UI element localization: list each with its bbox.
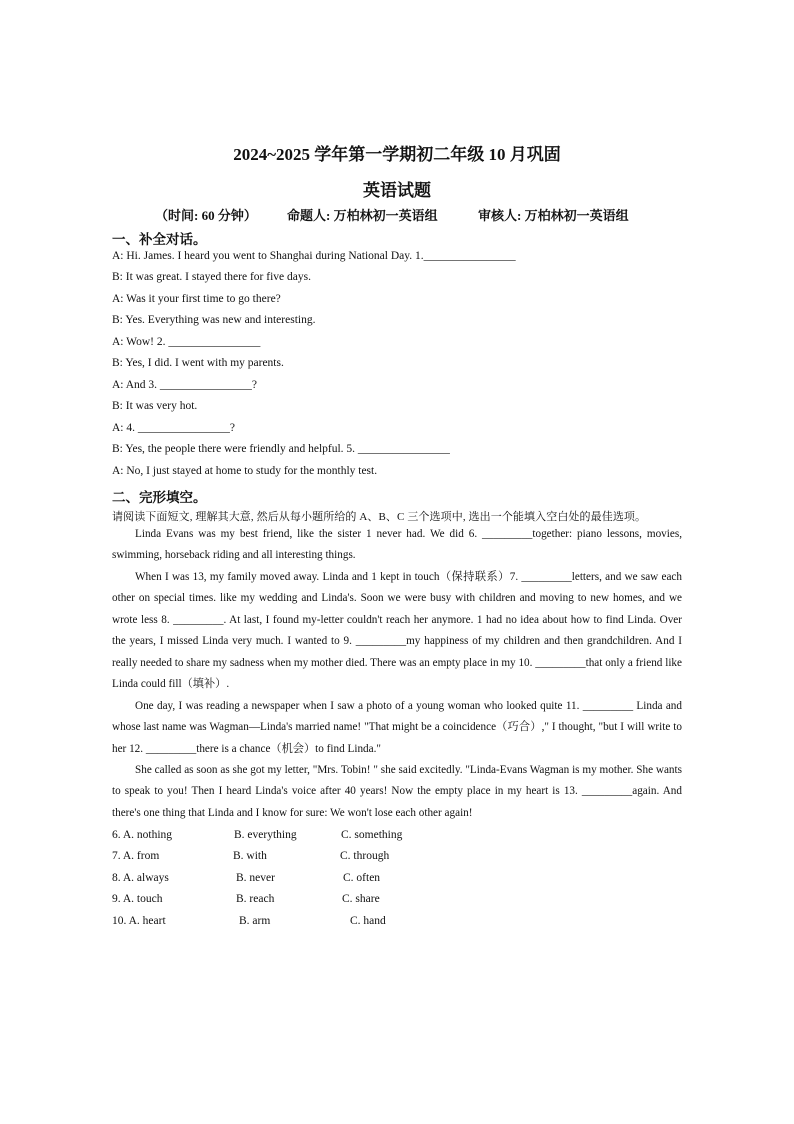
option-c: C. often [343, 872, 381, 884]
exam-time: （时间: 60 分钟） [155, 208, 257, 223]
passage-paragraph: When I was 13, my family moved away. Linda and 1 kept in touch（保持联系）7. _________letters, and we saw each other on special times. like my wedding and Linda's. Soon we were busy with children and moving to new homes, and we wrote less 8. _________. At last, I found my-letter couldn't reach her anymore. 1 had no idea about how to find Linda. Over the years, I missed Linda very much. I wanted to 9. _________my happiness of my children and then grandchildren. And I really needed to share my sadness when my mother died. There was an empty place in my 10. _________that only a friend like Linda could fill（填补）. [112, 571, 682, 691]
dialogue-line: A: No, I just stayed at home to study for the monthly test. [112, 465, 378, 477]
option-question: 9. A. touch [112, 893, 163, 905]
dialogue-line: A: Was it your first time to go there? [112, 293, 281, 305]
passage-paragraph: Linda Evans was my best friend, like the sister 1 never had. We did 6. _________together: piano lessons, movies, swimming, horseback riding and all interesting things. [112, 528, 682, 562]
dialogue-line: B: Yes, I did. I went with my parents. [112, 357, 284, 369]
page-subtitle: 英语试题 [363, 181, 431, 200]
dialogue-line: A: 4. ________________? [112, 422, 235, 434]
option-b: B. arm [239, 915, 271, 927]
exam-reviewer: 审核人: 万柏林初一英语组 [478, 208, 629, 223]
page-title: 2024~2025 学年第一学期初二年级 10 月巩固 [233, 145, 561, 164]
option-c: C. through [340, 850, 390, 862]
option-b: B. never [236, 872, 275, 884]
option-question: 7. A. from [112, 850, 160, 862]
section2-heading: 二、完形填空。 [112, 490, 207, 505]
section2-instruction: 请阅读下面短文, 理解其大意, 然后从每小题所给的 A、B、C 三个选项中, 选出一个能填入空白处的最佳选项。 [112, 511, 647, 523]
option-b: B. everything [234, 829, 297, 841]
dialogue-line: B: It was very hot. [112, 400, 198, 412]
option-question: 10. A. heart [112, 915, 166, 927]
option-c: C. something [341, 829, 403, 841]
dialogue-line: A: And 3. ________________? [112, 379, 258, 391]
option-question: 8. A. always [112, 872, 169, 884]
section1-heading: 一、补全对话。 [112, 232, 207, 247]
passage-paragraph: She called as soon as she got my letter, "Mrs. Tobin! " she said excitedly. "Linda-Evans Wagman is my mother. She wants to speak to you! Then I heard Linda's voice after 40 years! Now the empty place in my heart is 13. _________again. And there's one thing that Linda and I know for sure: We won't lose each other again! [112, 764, 682, 819]
option-b: B. reach [236, 893, 275, 905]
dialogue-line: B: Yes, the people there were friendly and helpful. 5. ________________ [112, 443, 450, 455]
exam-setter: 命题人: 万柏林初一英语组 [287, 208, 438, 223]
dialogue-line: A: Hi. James. I heard you went to Shanghai during National Day. 1.________________ [112, 250, 516, 262]
option-c: C. share [342, 893, 380, 905]
option-question: 6. A. nothing [112, 829, 173, 841]
dialogue-line: B: It was great. I stayed there for five days. [112, 271, 311, 283]
option-b: B. with [233, 850, 267, 862]
passage-paragraph: One day, I was reading a newspaper when I saw a photo of a young woman who looked quite 11. _________ Linda and whose last name was Wagman—Linda's married name! "That might be a coincidence（巧合）," I thought, "but I will write to her 12. _________there is a chance（机会）to find Linda." [112, 700, 682, 755]
dialogue-line: B: Yes. Everything was new and interesting. [112, 314, 316, 326]
dialogue-line: A: Wow! 2. ________________ [112, 336, 261, 348]
option-c: C. hand [350, 915, 386, 927]
